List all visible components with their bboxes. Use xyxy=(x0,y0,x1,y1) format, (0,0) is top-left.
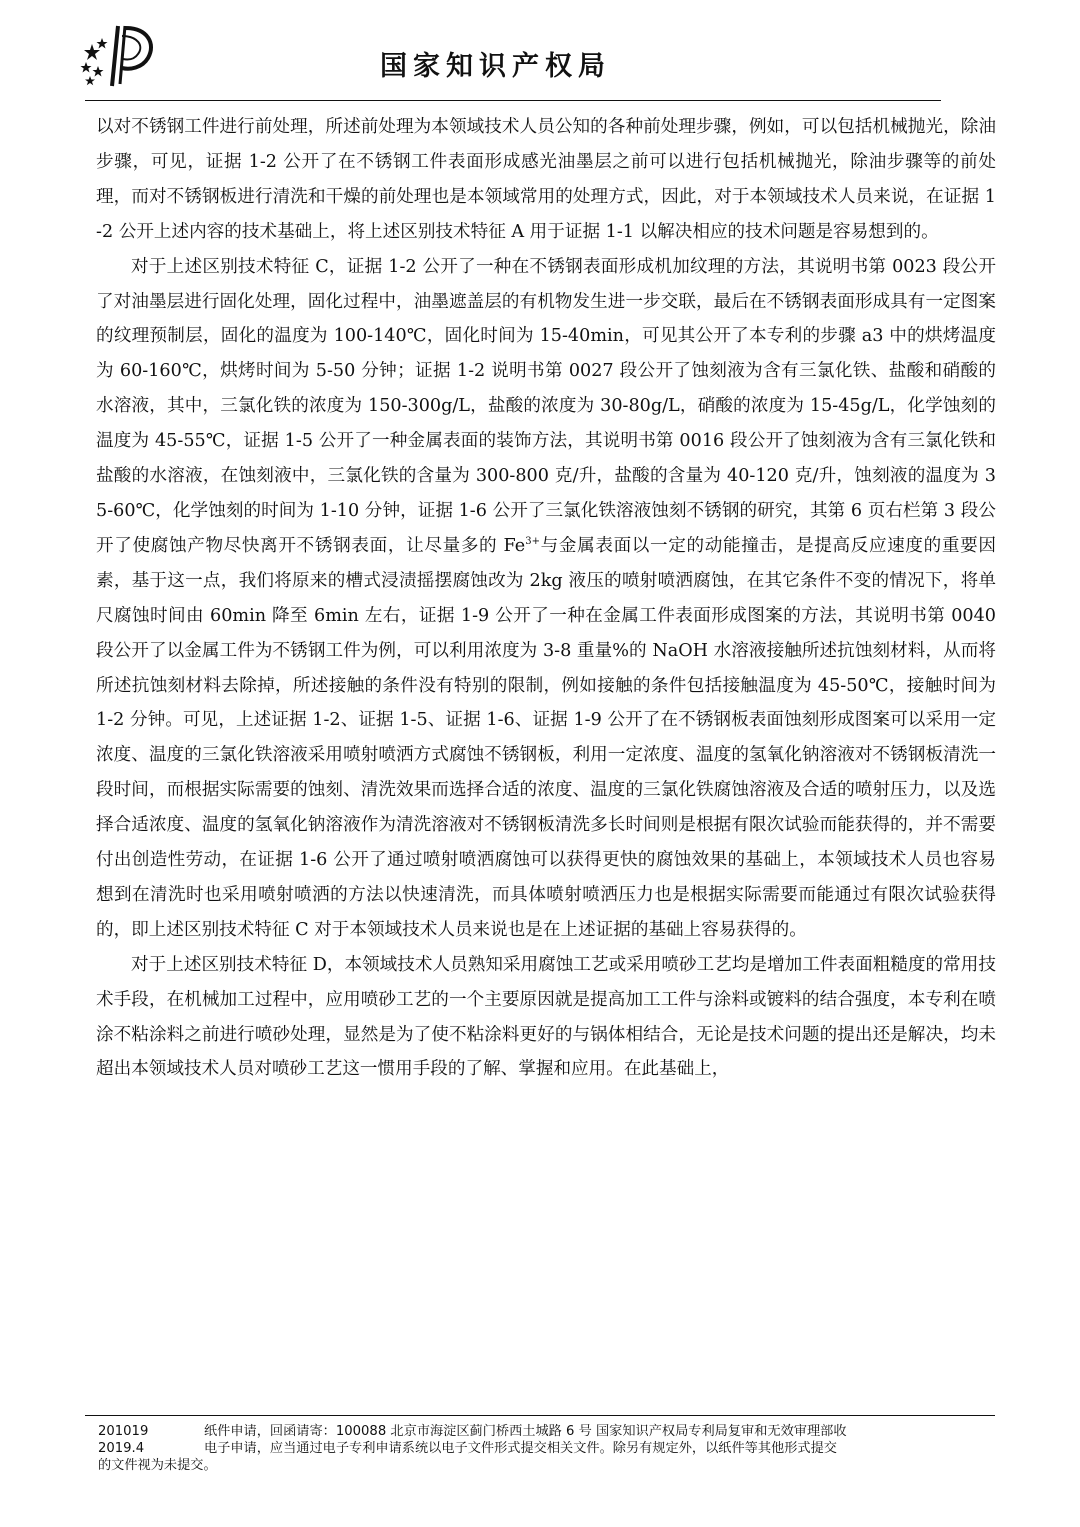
office-title: 国家知识产权局 xyxy=(380,51,611,82)
document-body xyxy=(96,110,996,1087)
footer-row-1 xyxy=(98,1423,998,1440)
paragraph-text: 以对不锈钢工件进行前处理，所述前处理为本领域技术人员公知的各种前处理步骤，例如，可以包括机械抛光，除油步骤，可见，证据 1-2 公开了在不锈钢工件表面形成感光油墨层之前可以进行包括机械抛光，除油步骤等的前处理，而对不锈钢板进行清洗和干燥的前处理也是本领域常用的处理方式，因此，对于本领域技术人员来说，在证据 1-2 公开上述内容的技术基础上，将上述区别技术特征 A 用于证据 1-1 以解决相应的技术问题是容易想到的。 xyxy=(96,117,996,242)
form-date: 2019.4 xyxy=(98,1441,145,1456)
form-code: 201019 xyxy=(98,1424,149,1439)
paragraph-text: 对于上述区别技术特征 C，证据 1-2 公开了一种在不锈钢表面形成机加纹理的方法，其说明书第 0023 段公开了对油墨层进行固化处理，固化过程中，油墨遮盖层的有机物发生进一步交联，最后在不锈钢表面形成具有一定图案的纹理预制层，固化的温度为 100-140℃，固化时间为 15-40min，可见其公开了本专利的步骤 a3 中的烘烤温度为 60-160℃，烘烤时间为 5-50 分钟；证据 1-2 说明书第 0027 段公开了蚀刻液为含有三氯化铁、盐酸和硝酸的水溶液，其中，三氯化铁的浓度为 150-300g/L，盐酸的浓度为 30-80g/L，硝酸的浓度为 15-45g/L，化学蚀刻的温度为 45-55℃，证据 1-5 公开了一种金属表面的装饰方法，其说明书第 0016 段公开了蚀刻液为含有三氯化铁和盐酸的水溶液，在蚀刻液中，三氯化铁的含量为 300-800 克/升，盐酸的含量为 40-120 克/升，蚀刻液的温度为 35-60℃，化学蚀刻的时间为 1-10 分钟，证据 1-6 公开了三氯化铁溶液蚀刻不锈钢的研究，其第 6 页右栏第 3 段公开了使腐蚀产物尽快离开不锈钢表面，让尽量多的 Fe xyxy=(96,256,996,556)
footer-divider xyxy=(85,1415,995,1416)
body-paragraph xyxy=(96,110,996,250)
footer-row-2 xyxy=(98,1440,998,1457)
cnipa-emblem-icon xyxy=(78,22,160,90)
body-paragraph xyxy=(96,948,996,1088)
paragraph-text: 对于上述区别技术特征 D，本领域技术人员熟知采用腐蚀工艺或采用喷砂工艺均是增加工件表面粗糙度的常用技术手段，在机械加工过程中，应用喷砂工艺的一个主要原因就是提高加工工件与涂料或镀料的结合强度，本专利在喷涂不粘涂料之前进行喷砂处理，显然是为了使不粘涂料更好的与锅体相结合，无论是技术问题的提出还是解决，均未超出本领域技术人员对喷砂工艺这一惯用手段的了解、掌握和应用。在此基础上， xyxy=(96,954,996,1080)
body-paragraph xyxy=(96,250,996,948)
paragraph-text: 与金属表面以一定的动能撞击，是提高反应速度的重要因素，基于这一点，我们将原来的槽式浸渍摇摆腐蚀改为 2kg 液压的喷射喷洒腐蚀，在其它条件不变的情况下，将单尺腐蚀时间由 60min 降至 6min 左右，证据 1-9 公开了一种在金属工件表面形成图案的方法，其说明书第 0040 段公开了以金属工件为不锈钢工件为例，可以利用浓度为 3-8 重量%的 NaOH 水溶液接触所述抗蚀刻材料，从而将所述抗蚀刻材料去除掉，所述接触的条件没有特别的限制，例如接触的条件包括接触温度为 45-50℃，接触时间为 1-2 分钟。可见，上述证据 1-2、证据 1-5、证据 1-6、证据 1-9 公开了在不锈钢板表面蚀刻形成图案可以采用一定浓度、温度的三氯化铁溶液采用喷射喷洒方式腐蚀不锈钢板，利用一定浓度、温度的氢氧化钠溶液对不锈钢板清洗一段时间，而根据实际需要的蚀刻、清洗效果而选择合适的浓度、温度的三氯化铁腐蚀溶液及合适的喷射压力，以及选择合适浓度、温度的氢氧化钠溶液作为清洗溶液对不锈钢板清洗多长时间则是根据有限次试验而能获得的，并不需要付出创造性劳动，在证据 1-6 公开了通过喷射喷洒腐蚀可以获得更快的腐蚀效果的基础上，本领域技术人员也容易想到在清洗时也采用喷射喷洒的方法以快速清洗，而具体喷射喷洒压力也是根据实际需要而能通过有限次试验获得的，即上述区别技术特征 C 对于本领域技术人员来说也是在上述证据的基础上容易获得的。 xyxy=(96,535,996,940)
form-footer xyxy=(98,1423,998,1474)
header-divider xyxy=(85,100,941,101)
footer-electronic-notice-cont: 的文件视为未提交。 xyxy=(98,1458,217,1473)
footer-row-3 xyxy=(98,1457,998,1474)
footer-electronic-notice: 电子申请，应当通过电子专利申请系统以电子文件形式提交相关文件。除另有规定外，以纸件等其他形式提交 xyxy=(204,1441,837,1456)
footer-mail-notice: 纸件申请，回函请寄：100088 北京市海淀区蓟门桥西土城路 6 号 国家知识产权局专利局复审和无效审理部收 xyxy=(204,1424,847,1439)
superscript-text: 3+ xyxy=(525,536,540,548)
